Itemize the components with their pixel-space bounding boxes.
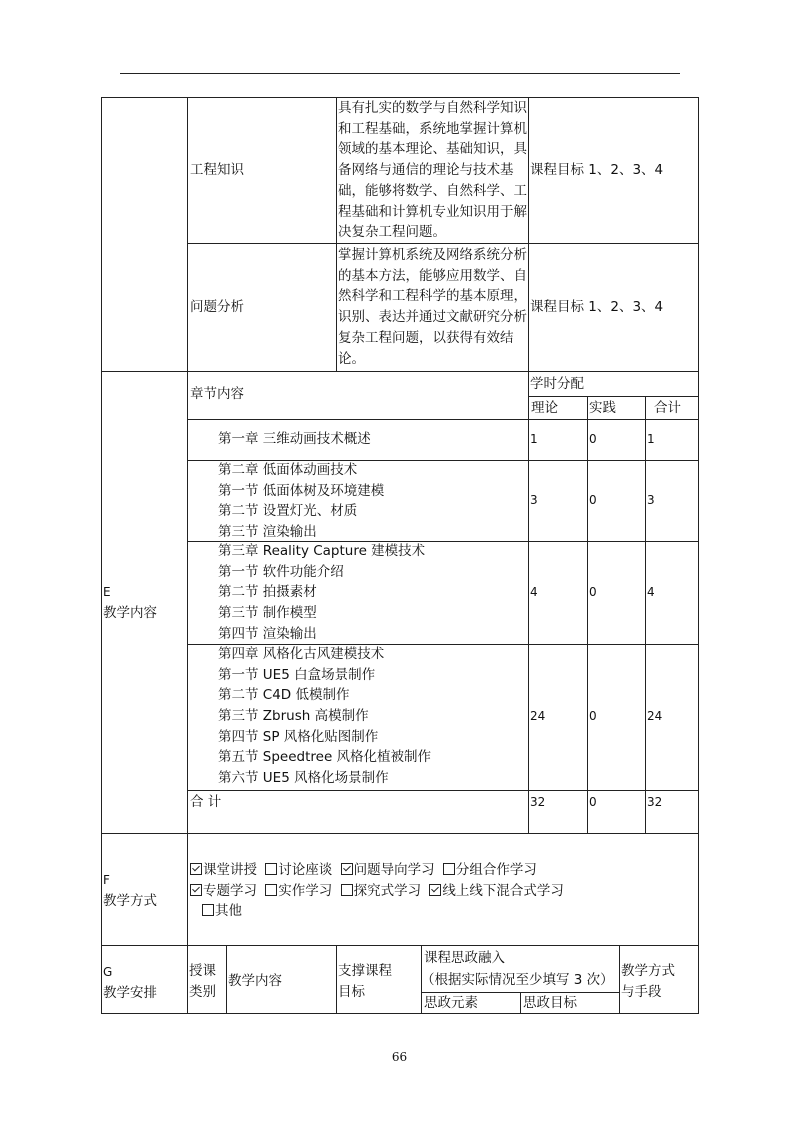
chapter-header: 章节内容 — [190, 386, 244, 402]
checkbox-icon[interactable] — [341, 863, 353, 875]
checkbox-icon[interactable] — [190, 863, 202, 875]
chapter-line: 第六节 UE5 风格化场景制作 — [218, 770, 389, 787]
chapter-line: 第一节 低面体树及环境建模 — [218, 482, 385, 499]
checkbox-icon[interactable] — [429, 884, 441, 896]
knowledge-name: 工程知识 — [190, 162, 244, 178]
theory-hours: 24 — [530, 709, 546, 723]
col-ideology-note: （根据实际情况至少填写 3 次） — [421, 972, 614, 988]
chapter-line: 第二节 C4D 低模制作 — [218, 687, 350, 704]
checkbox-icon[interactable] — [265, 884, 277, 896]
header-rule — [120, 73, 680, 74]
checkbox-icon[interactable] — [443, 863, 455, 875]
knowledge-requirement: 具有扎实的数学与自然科学知识和工程基础，系统地掌握计算机领域的基本理论、基础知识，具备网络与通信的理论与技术基础，能够将数学、自然科学、工程基础和计算机专业知识用于解决复杂工程问题。 — [338, 100, 527, 241]
col-goal: 思政目标 — [523, 995, 577, 1011]
checkbox-icon[interactable] — [190, 884, 202, 896]
chapter-line: 第四节 渲染输出 — [218, 625, 317, 642]
col-ideology: 课程思政融入 — [424, 950, 505, 966]
table-outer-left — [101, 97, 102, 1014]
section-g-label: 教学安排 — [103, 985, 157, 1001]
chapter-line: 第四章 风格化古风建模技术 — [218, 646, 385, 662]
chapter-line: 第三节 制作模型 — [218, 605, 317, 622]
knowledge-goal: 课程目标 1、2、3、4 — [530, 299, 664, 315]
theory-hours: 3 — [530, 493, 538, 507]
chapter-line: 第二章 低面体动画技术 — [218, 462, 358, 478]
chapter-line: 第二节 拍摄素材 — [218, 584, 317, 601]
section-f-letter: F — [103, 873, 110, 887]
chapter-line: 第三节 Zbrush 高模制作 — [218, 708, 369, 725]
theory-hours: 1 — [530, 432, 538, 446]
practice-hours: 0 — [589, 432, 597, 446]
sum-label: 合 计 — [190, 794, 222, 810]
page-number: 66 — [391, 1050, 408, 1064]
method-option[interactable]: 专题学习 — [190, 881, 257, 902]
teaching-methods — [190, 860, 568, 922]
total-header: 合计 — [654, 400, 681, 416]
chapter-line: 第三节 渲染输出 — [218, 524, 317, 541]
table-bottom — [101, 1013, 699, 1014]
method-option[interactable]: 其他 — [202, 901, 242, 922]
total-hours: 1 — [647, 432, 655, 446]
col-content: 教学内容 — [228, 973, 282, 989]
method-option[interactable]: 线上线下混合式学习 — [429, 881, 564, 902]
sum-theory: 32 — [530, 795, 546, 809]
method-option[interactable]: 问题导向学习 — [341, 860, 435, 881]
chapter-line: 第三章 Reality Capture 建模技术 — [218, 543, 426, 559]
col-support: 支撑课程目标 — [338, 963, 392, 1000]
section-f-top — [101, 833, 699, 834]
theory-header: 理论 — [531, 400, 558, 416]
practice-header: 实践 — [589, 400, 616, 416]
practice-hours: 0 — [589, 493, 597, 507]
total-hours: 24 — [647, 709, 663, 723]
section-f-label: 教学方式 — [103, 893, 157, 909]
knowledge-requirement: 掌握计算机系统及网络系统分析的基本方法，能够应用数学、自然科学和工程科学的基本原理，识别、表达并通过文献研究分析复杂工程问题，以获得有效结论。 — [338, 247, 527, 367]
method-option[interactable]: 课堂讲授 — [190, 860, 257, 881]
chapter-block — [218, 644, 431, 789]
practice-hours: 0 — [589, 709, 597, 723]
method-option[interactable]: 分组合作学习 — [443, 860, 537, 881]
practice-hours: 0 — [589, 585, 597, 599]
knowledge-name: 问题分析 — [190, 299, 244, 315]
method-option[interactable]: 讨论座谈 — [265, 860, 332, 881]
col-method: 教学方式与手段 — [621, 963, 675, 1000]
total-hours: 4 — [647, 585, 655, 599]
section-e-top — [101, 371, 699, 372]
section-e-letter: E — [103, 585, 111, 599]
chapter-line: 第一章 三维动画技术概述 — [218, 431, 371, 447]
chapter-line: 第四节 SP 风格化贴图制作 — [218, 728, 379, 745]
section-g-top — [101, 945, 699, 946]
method-option[interactable]: 探究式学习 — [341, 881, 422, 902]
chapter-line: 第一节 UE5 白盒场景制作 — [218, 666, 376, 683]
section-e-label: 教学内容 — [103, 605, 157, 621]
chapter-block — [218, 460, 384, 543]
theory-hours: 4 — [530, 585, 538, 599]
total-hours: 3 — [647, 493, 655, 507]
chapter-line: 第一节 软件功能介绍 — [218, 563, 344, 580]
hours-header: 学时分配 — [530, 376, 584, 392]
col-element: 思政元素 — [424, 995, 478, 1011]
section-g-letter: G — [103, 965, 113, 979]
sum-total: 32 — [647, 795, 663, 809]
chapter-block — [218, 541, 425, 644]
col-type: 授课类别 — [189, 963, 216, 1000]
checkbox-icon[interactable] — [341, 884, 353, 896]
chapter-line: 第二节 设置灯光、材质 — [218, 503, 358, 520]
knowledge-goal: 课程目标 1、2、3、4 — [530, 162, 664, 178]
chapter-line: 第五节 Speedtree 风格化植被制作 — [218, 749, 432, 766]
method-option[interactable]: 实作学习 — [265, 881, 332, 902]
checkbox-icon[interactable] — [202, 904, 214, 916]
sum-practice: 0 — [589, 795, 597, 809]
checkbox-icon[interactable] — [265, 863, 277, 875]
